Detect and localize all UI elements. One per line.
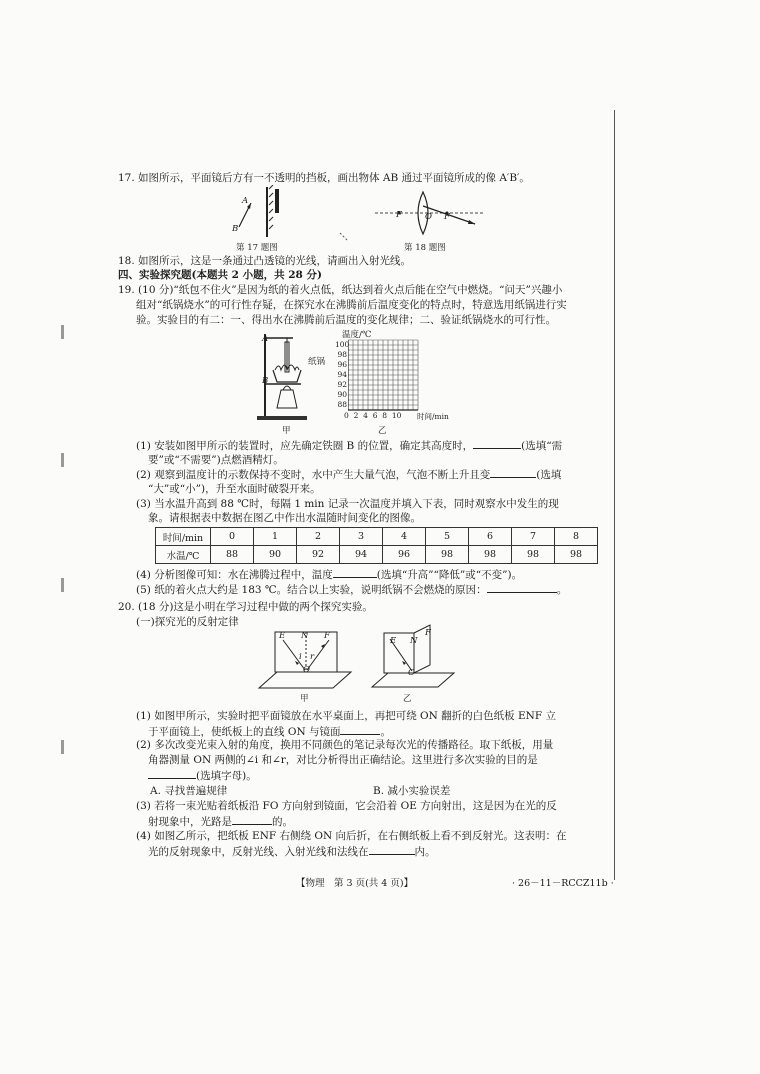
ytick: 90 — [337, 390, 347, 399]
fig20-jia-label-o: O — [303, 665, 310, 675]
table-row: 水温/℃ 88 90 92 94 96 98 98 98 98 — [156, 546, 598, 564]
ytick: 88 — [337, 400, 347, 409]
table-header-temp: 水温/℃ — [156, 546, 211, 564]
q20-sub-1: (一)探究光的反射定律 — [136, 616, 239, 628]
q20-part-2-cont: 角器测量 ON 两侧的∠i 和∠r，对比分析得出正确结论。这里进行多次实验的目的是 — [148, 754, 538, 766]
page-footer: 【物理 第 3 页(共 4 页)】 — [296, 878, 414, 889]
fig20-caption-yi: 乙 — [403, 694, 412, 704]
table-header-time: 时间/min — [156, 528, 211, 546]
scan-mark — [61, 325, 64, 339]
q19-line-2: 组对“纸锅烧水”的可行性存疑，在探究水在沸腾前后温度变化的特点时，特意选用纸锅进行实 — [136, 299, 567, 311]
scan-mark — [61, 578, 64, 592]
fig20-yi-label-o: O — [408, 668, 415, 678]
fig20-jia-label-e: E — [279, 631, 286, 641]
graph-yticks — [335, 340, 350, 410]
option-b: B. 减小实验误差 — [373, 785, 451, 797]
fig19-caption-yi: 乙 — [378, 426, 387, 436]
graph-xlabel: 时间/min — [417, 412, 449, 421]
q19-part-1-cont: 要”或“不需要”)点燃酒精灯。 — [148, 454, 284, 466]
q20-part-1: (1) 如图甲所示，实验时把平面镜放在水平桌面上，再把可绕 ON 翻折的白色纸板 ENF 立 — [136, 710, 556, 722]
q19-blank-4[interactable] — [333, 567, 377, 578]
xtick: 0 — [344, 411, 349, 420]
q20-part-2: (2) 多次改变光束入射的角度，换用不同颜色的笔记录每次光的传播路径。取下纸板，用量 — [136, 739, 554, 751]
fig19-label-paper-pot: 纸锅 — [308, 357, 326, 367]
graph-xticks — [344, 411, 401, 420]
xtick: 8 — [382, 411, 388, 420]
fig20-caption-jia: 甲 — [300, 694, 309, 704]
q20-part-4-cont: 光的反射现象中，反射光线、入射光线和法线在 内。 — [148, 846, 436, 858]
q20-blank-4[interactable] — [369, 844, 415, 855]
q19-part-2-cont: “大”或“小”)，升至水面时破裂开来。 — [148, 483, 321, 495]
q20-part-3-cont: 射现象中，光路是 的。 — [148, 816, 293, 828]
q19-part-2: (2) 观察到温度计的示数保持不变时，水中产生大量气泡，气泡不断上升且变 (选填 — [136, 469, 562, 481]
fig20-yi-label-e: E — [390, 636, 397, 646]
fig19-label-b: B — [262, 376, 269, 386]
fig19-caption-jia: 甲 — [282, 426, 291, 436]
q20-part-4: (4) 如图乙所示，把纸板 ENF 右侧绕 ON 向后折，在右侧纸板上看不到反射光。这表明：在 — [136, 830, 567, 842]
fig18-caption: 第 18 题图 — [404, 243, 446, 253]
scan-mark — [61, 453, 64, 467]
q20-part-3: (3) 若将一束光贴着纸板沿 FO 方向射到镜面，它会沿着 OE 方向射出，这是因为在光的反 — [136, 800, 557, 812]
q19-part-1: (1) 安装如图甲所示的装置时，应先确定铁圈 B 的位置，确定其高度时， (选填“需 — [136, 440, 563, 452]
question-17: 17. 如图所示，平面镜后方有一不透明的挡板，画出物体 AB 通过平面镜所成的像 A′B′。 — [118, 172, 530, 184]
fig17-label-a: A — [242, 196, 249, 206]
q19-line-3: 验。实验目的有二：一、得出水在沸腾前后温度的变化规律；二、验证纸锅烧水的可行性。 — [136, 314, 556, 326]
fig20-yi-label-n: N — [410, 636, 418, 646]
figure-17 — [225, 185, 355, 247]
q20-blank-2[interactable] — [148, 768, 196, 779]
fig18-label-o: O — [425, 212, 432, 222]
fig20-yi-label-f: F — [425, 628, 431, 638]
graph-grid — [348, 338, 420, 414]
q20-blank-1[interactable] — [340, 724, 380, 735]
q19-blank-1[interactable] — [473, 438, 521, 449]
fig18-label-f-left: F — [396, 210, 402, 220]
ytick: 92 — [337, 380, 347, 389]
xtick: 6 — [372, 411, 378, 420]
fig20-jia-label-f: F — [324, 631, 330, 641]
option-a: A. 寻找普遍规律 — [150, 785, 228, 797]
q20-blank-3[interactable] — [232, 814, 272, 825]
temperature-table — [155, 527, 598, 564]
fig17-label-b: B — [232, 224, 239, 234]
xtick: 4 — [363, 411, 368, 420]
fig20-jia-label-n: N — [301, 631, 309, 641]
q19-part-3-cont: 象。请根据表中数据在图乙中作出水温随时间变化的图像。 — [148, 512, 421, 524]
q19-blank-5[interactable] — [487, 582, 557, 593]
graph-ylabel: 温度/℃ — [342, 330, 372, 340]
figure-20-yi — [368, 623, 458, 690]
q19-blank-2[interactable] — [490, 467, 536, 478]
ytick: 94 — [337, 370, 347, 379]
xtick: 10 — [391, 411, 402, 420]
ytick: 100 — [335, 340, 350, 349]
q20-part-1-cont: 于平面镜上，使纸板上的直线 ON 与镜面 。 — [148, 726, 391, 738]
q19-line-1: 19. (10 分)“纸包不住火”是因为纸的着火点低，纸达到着火点后能在空气中燃烧。“问天”兴趣小 — [118, 284, 563, 296]
q19-part-3: (3) 当水温升高到 88 ℃时，每隔 1 min 记录一次温度并填入下表，同时观察水中发生的现 — [136, 498, 559, 510]
scan-mark — [61, 740, 64, 754]
ytick: 98 — [337, 350, 347, 359]
q20-part-2-cont2: (选填字母)。 — [148, 768, 628, 783]
ytick: 96 — [337, 360, 347, 369]
fig20-jia-label-r: r — [310, 652, 315, 662]
fig18-label-f-right: F — [444, 212, 450, 222]
q19-part-4: (4) 分析图像可知：水在沸腾过程中，温度 (选填“升高”“降低”或“不变”)。 — [136, 569, 523, 581]
question-18: 18. 如图所示，这是一条通过凸透镜的光线，请画出入射光线。 — [118, 255, 412, 267]
q19-part-5: (5) 纸的着火点大约是 183 ℃。结合以上实验，说明纸锅不会燃烧的原因： 。 — [136, 584, 568, 596]
fig17-caption: 第 17 题图 — [236, 243, 278, 253]
q20-line-1: 20. (18 分)这是小明在学习过程中做的两个探究实验。 — [118, 601, 373, 613]
fig19-label-a: A — [262, 334, 269, 344]
xtick: 2 — [353, 411, 359, 420]
section-4-title: 四、实验探究题(本题共 2 小题，共 28 分) — [118, 269, 322, 281]
fig20-jia-label-i: i — [299, 652, 302, 662]
table-row: 时间/min 0 1 2 3 4 5 6 7 8 — [156, 528, 598, 546]
page-code: · 26－11－RCCZ11b · — [512, 878, 614, 889]
